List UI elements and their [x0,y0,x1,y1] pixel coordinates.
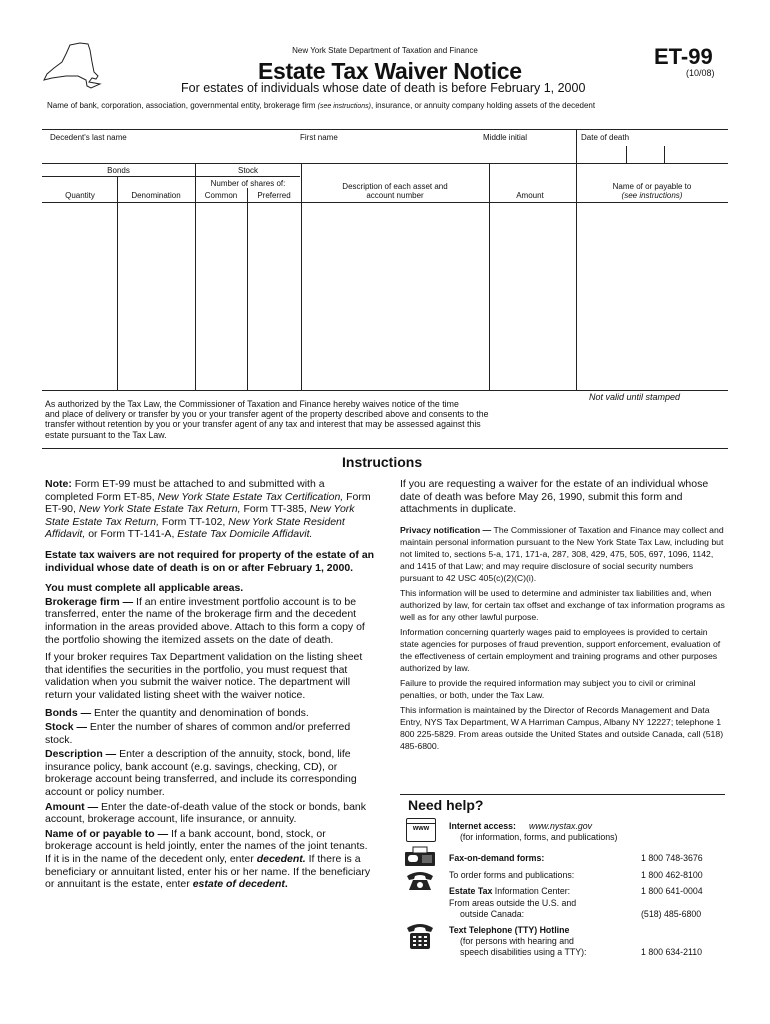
date-of-death-label: Date of death [581,133,630,142]
internet-url-link[interactable]: www.nystax.gov [529,821,593,831]
description-paragraph: Description — Enter a description of the annuity, stock, bond, life insurance policy, bank account (e.g. savings, checking, CD), or brokerage account being transferred, and include its corresponding account or policy number. [45,748,357,799]
privacy-use-paragraph: This information will be used to determine and administer tax liabilities and, when authorized by law, for certain tax offset and exchange of tax information programs as well as for any other lawful purpose. [400,588,725,622]
outside-us-label-line1: From areas outside the U.S. and [449,898,577,908]
tty-phone-icon [405,921,435,951]
payable-to-paragraph: Name of or payable to — If a bank account, bond, stock, or brokerage account is held jointly, enter the names of the joint tenants. If it is in the name of the decedent only, enter decedent. If there is a beneficiary or annuitant listed, enter his or her name. If the beneficiary or annuitant is the estate, enter estate of decedent. [45,827,371,891]
amount-header: Amount [516,191,544,200]
privacy-paragraph: Privacy notification — The Commissioner of Taxation and Finance may collect and maintain personal information pursuant to the New York State Tax Law, including but not limited to, sections 5-a, 171, 171-a, 287, 308, 429, 475, 505, 697, 1096, 1142, and 1415 of that Law; and may require disclosure of social security numbers pursuant to 42 USC 405(c)(2)(C)(i). [400,525,724,583]
internet-description: (for information, forms, and publications) [460,832,618,842]
privacy-maintained-paragraph: This information is maintained by the Director of Records Management and Data Entry, NYS Tax Department, W A Harriman Campus, Albany NY 12227; telephone 1 800 225-5829. From areas outside the United States and outside Canada, call (518) 485-6800. [400,705,724,751]
form-title: Estate Tax Waiver Notice [258,58,522,84]
preferred-header: Preferred [257,191,291,200]
tty-hotline-label: Text Telephone (TTY) Hotline [449,925,570,935]
must-complete-heading: You must complete all applicable areas. [45,582,244,595]
privacy-column [400,524,725,755]
form-revision-date: (10/08) [686,68,715,78]
date-of-death-field[interactable] [577,142,727,162]
form-subtitle: For estates of individuals whose date of death is before February 1, 2000 [181,81,586,95]
waiver-duplicate-paragraph: If you are requesting a waiver for the estate of an individual whose date of death was before May 26, 1990, submit this form and attachments in duplicate. [400,478,709,516]
instructions-left-column [45,478,375,896]
outside-us-label-line2: outside Canada: [460,909,525,919]
estate-tax-center-label: Estate Tax Information Center: [449,886,571,896]
not-required-paragraph: Estate tax waivers are not required for property of the estate of an individual whose date of death is on or after February 1, 2000. [45,548,375,574]
payable-to-header: Name of or payable to (see instructions) [612,182,692,200]
denomination-header: Denomination [131,191,181,200]
need-help-heading: Need help? [408,797,484,813]
telephone-icon [405,868,435,892]
bank-name-label: Name of bank, corporation, association, governmental entity, brokerage firm (see instructions), insurance, or annuity company holding assets of the decedent [47,101,596,110]
note-paragraph: Note: Form ET-99 must be attached to and submitted with a completed Form ET-85, New York State Estate Tax Certification, Form ET-90, New York State Estate Tax Return, Form TT-385, New York State Estate Tax Return, Form TT-102, New York State Resident Affidavit, or Form TT-141-A, Estate Tax Domicile Affidavit. [45,478,371,541]
instructions-heading: Instructions [342,454,423,470]
privacy-penalty-paragraph: Failure to provide the required information may subject you to civil or criminal penalties, or both, under the Tax Law. [400,678,696,700]
fax-on-demand-label: Fax-on-demand forms: [449,853,545,863]
broker-validation-paragraph: If your broker requires Tax Department validation on the listing sheet that identifies the securities in the portfolio, you must request that validation when you submit the waiver notice. The department will return your validated listing sheet with the waiver notice. [45,651,363,701]
department-name: New York State Department of Taxation and Finance [292,46,478,55]
quantity-header: Quantity [65,191,95,200]
bonds-paragraph: Bonds — Enter the quantity and denomination of bonds. [45,706,309,719]
order-forms-label: To order forms and publications: [449,870,575,880]
stock-paragraph: Stock — Enter the number of shares of common and/or preferred stock. [45,721,351,746]
privacy-wages-paragraph: Information concerning quarterly wages paid to employees is provided to certain state agencies for purposes of fraud prevention, support enforcement, evaluation of the effectiveness of certain employment and training programs and other purposes authorized by law. [400,627,721,673]
decedent-name-field[interactable] [42,142,572,162]
stock-header: Stock [237,166,258,175]
tty-description-line2: speech disabilities using a TTY): [460,947,587,957]
fax-phone: 1 800 748-3676 [641,853,703,863]
order-forms-phone: 1 800 462-8100 [641,870,703,880]
last-name-label: Decedent's last name [50,133,127,142]
form-number: ET-99 [654,44,713,69]
fax-machine-icon [404,846,436,868]
authorization-statement: As authorized by the Tax Law, the Commissioner of Taxation and Finance hereby waives notice of the time and place of delivery or transfer by you or your transfer agent of the property described above and consents to the transfer without retention by you or your transfer agent of any tax and interest that may be assessed against this estate pursuant to the Tax Law. [45,399,489,440]
bank-name-field[interactable] [42,112,728,129]
estate-tax-center-phone: 1 800 641-0004 [641,886,703,896]
first-name-label: First name [300,133,338,142]
stamp-note: Not valid until stamped [589,392,681,402]
number-of-shares-header: Number of shares of: [210,179,286,188]
common-header: Common [204,191,238,200]
new-york-state-map-icon [42,42,106,90]
brokerage-paragraph: Brokerage firm — If an entire investment portfolio account is to be transferred, enter the name of the brokerage firm and the decedent information in the areas provided above. Attach to this form a copy of the portfolio showing the itemized assets on the date of death. [45,595,365,646]
tty-phone: 1 800 634-2110 [641,947,702,957]
description-header: Description of each asset and account number [342,182,448,200]
internet-access-label: Internet access: [449,821,516,831]
outside-us-phone: (518) 485-6800 [641,909,702,919]
middle-initial-label: Middle initial [483,133,528,142]
asset-entry-area[interactable] [42,203,728,389]
tty-description-line1: (for persons with hearing and [460,936,574,946]
bonds-header: Bonds [107,166,130,175]
amount-paragraph: Amount — Enter the date-of-death value of the stock or bonds, bank account, brokerage account, life insurance, or annuity. [45,800,366,826]
internet-icon: www [406,818,436,842]
